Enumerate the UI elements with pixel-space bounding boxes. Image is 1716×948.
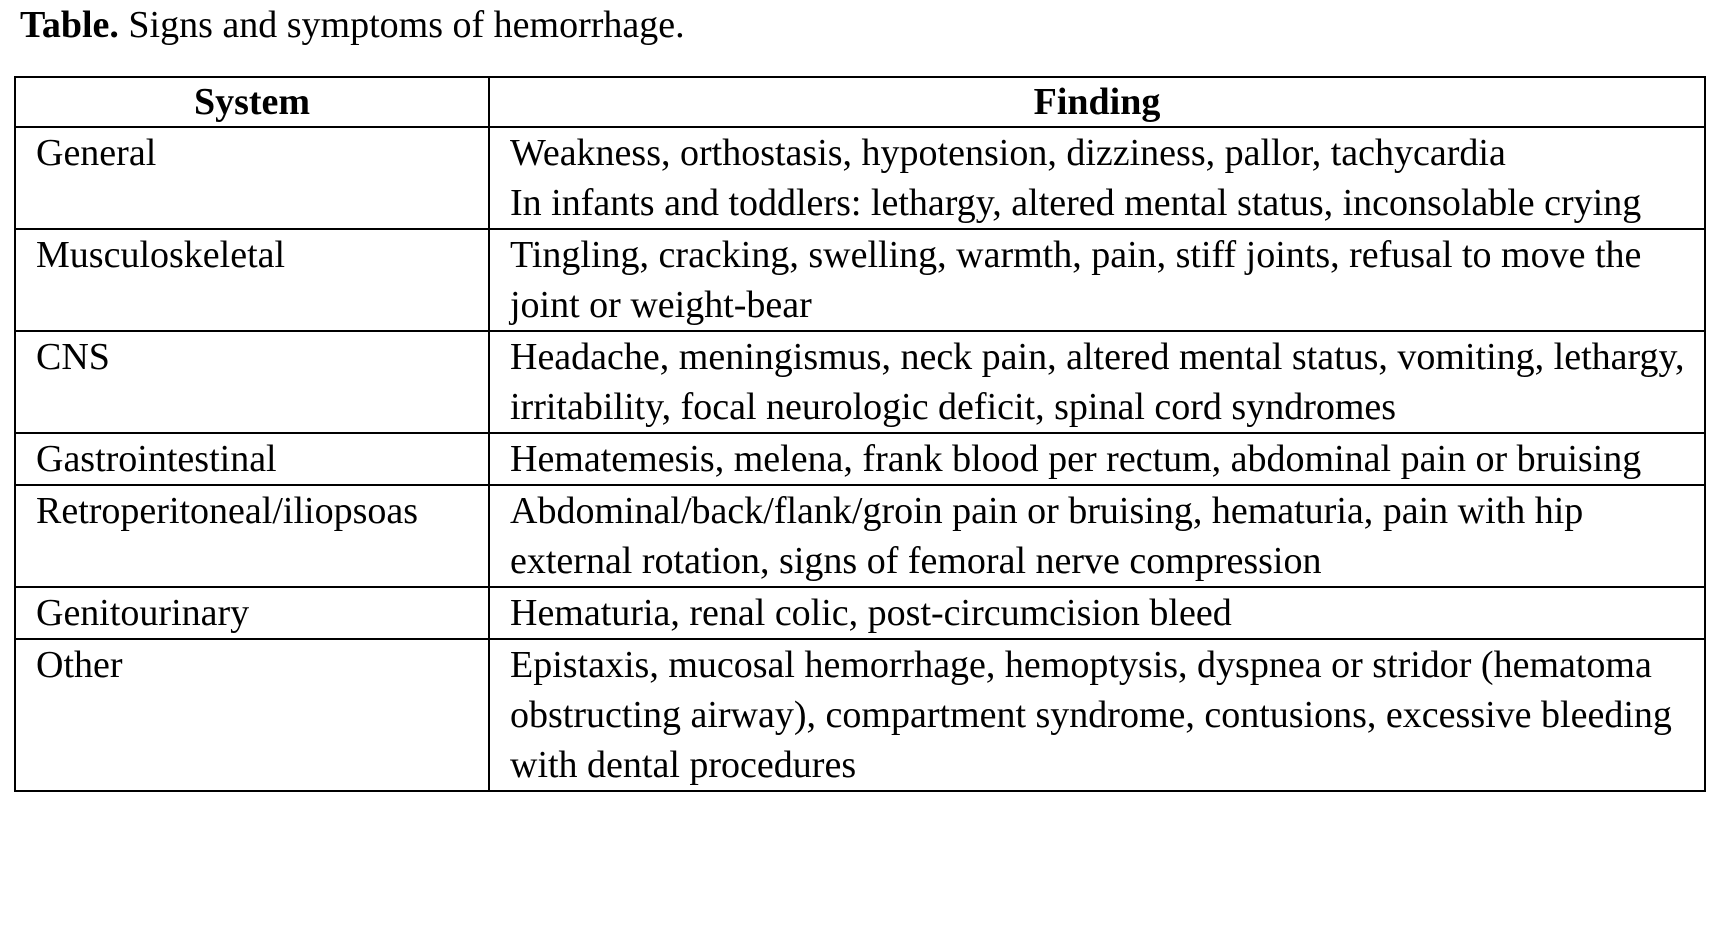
hemorrhage-table [14,76,1706,792]
finding-cell [489,587,1705,639]
finding-cell [489,485,1705,587]
caption-label: Table. [20,4,119,46]
header-system: System [15,77,489,127]
caption-text: Signs and symptoms of hemorrhage. [128,4,685,46]
system-cell: Retroperitoneal/iliopsoas [15,485,489,587]
finding-text: In infants and toddlers: lethargy, altered mental status, inconsolable crying [510,182,1642,224]
finding-text: Abdominal/back/flank/groin pain or bruising, hematuria, pain with hip external rotation, signs of femoral nerve compression [510,490,1584,582]
system-cell: CNS [15,331,489,433]
system-cell: Gastrointestinal [15,433,489,485]
finding-cell [489,331,1705,433]
header-finding: Finding [489,77,1705,127]
system-cell: Musculoskeletal [15,229,489,331]
finding-text: Tingling, cracking, swelling, warmth, pain, stiff joints, refusal to move the joint or weight-bear [510,234,1642,326]
system-cell: Other [15,639,489,791]
table-row [15,229,1705,331]
table-row [15,433,1705,485]
finding-text: Epistaxis, mucosal hemorrhage, hemoptysis, dyspnea or stridor (hematoma obstructing airway), compartment syndrome, contusions, excessive bleeding with dental procedures [510,644,1672,786]
table-row [15,639,1705,791]
table-row [15,485,1705,587]
header-row [15,77,1705,127]
finding-cell [489,433,1705,485]
table-row [15,331,1705,433]
finding-text: Hematemesis, melena, frank blood per rectum, abdominal pain or bruising [510,438,1642,480]
finding-cell [489,639,1705,791]
finding-text: Weakness, orthostasis, hypotension, dizziness, pallor, tachycardia [510,132,1506,174]
finding-text: Headache, meningismus, neck pain, altered mental status, vomiting, lethargy, irritability, focal neurologic deficit, spinal cord syndromes [510,336,1685,428]
system-cell: General [15,127,489,229]
table-row [15,587,1705,639]
system-cell: Genitourinary [15,587,489,639]
finding-text: Hematuria, renal colic, post-circumcision bleed [510,592,1232,634]
table-row [15,127,1705,229]
finding-cell [489,229,1705,331]
table-caption [20,2,685,48]
finding-cell [489,127,1705,229]
